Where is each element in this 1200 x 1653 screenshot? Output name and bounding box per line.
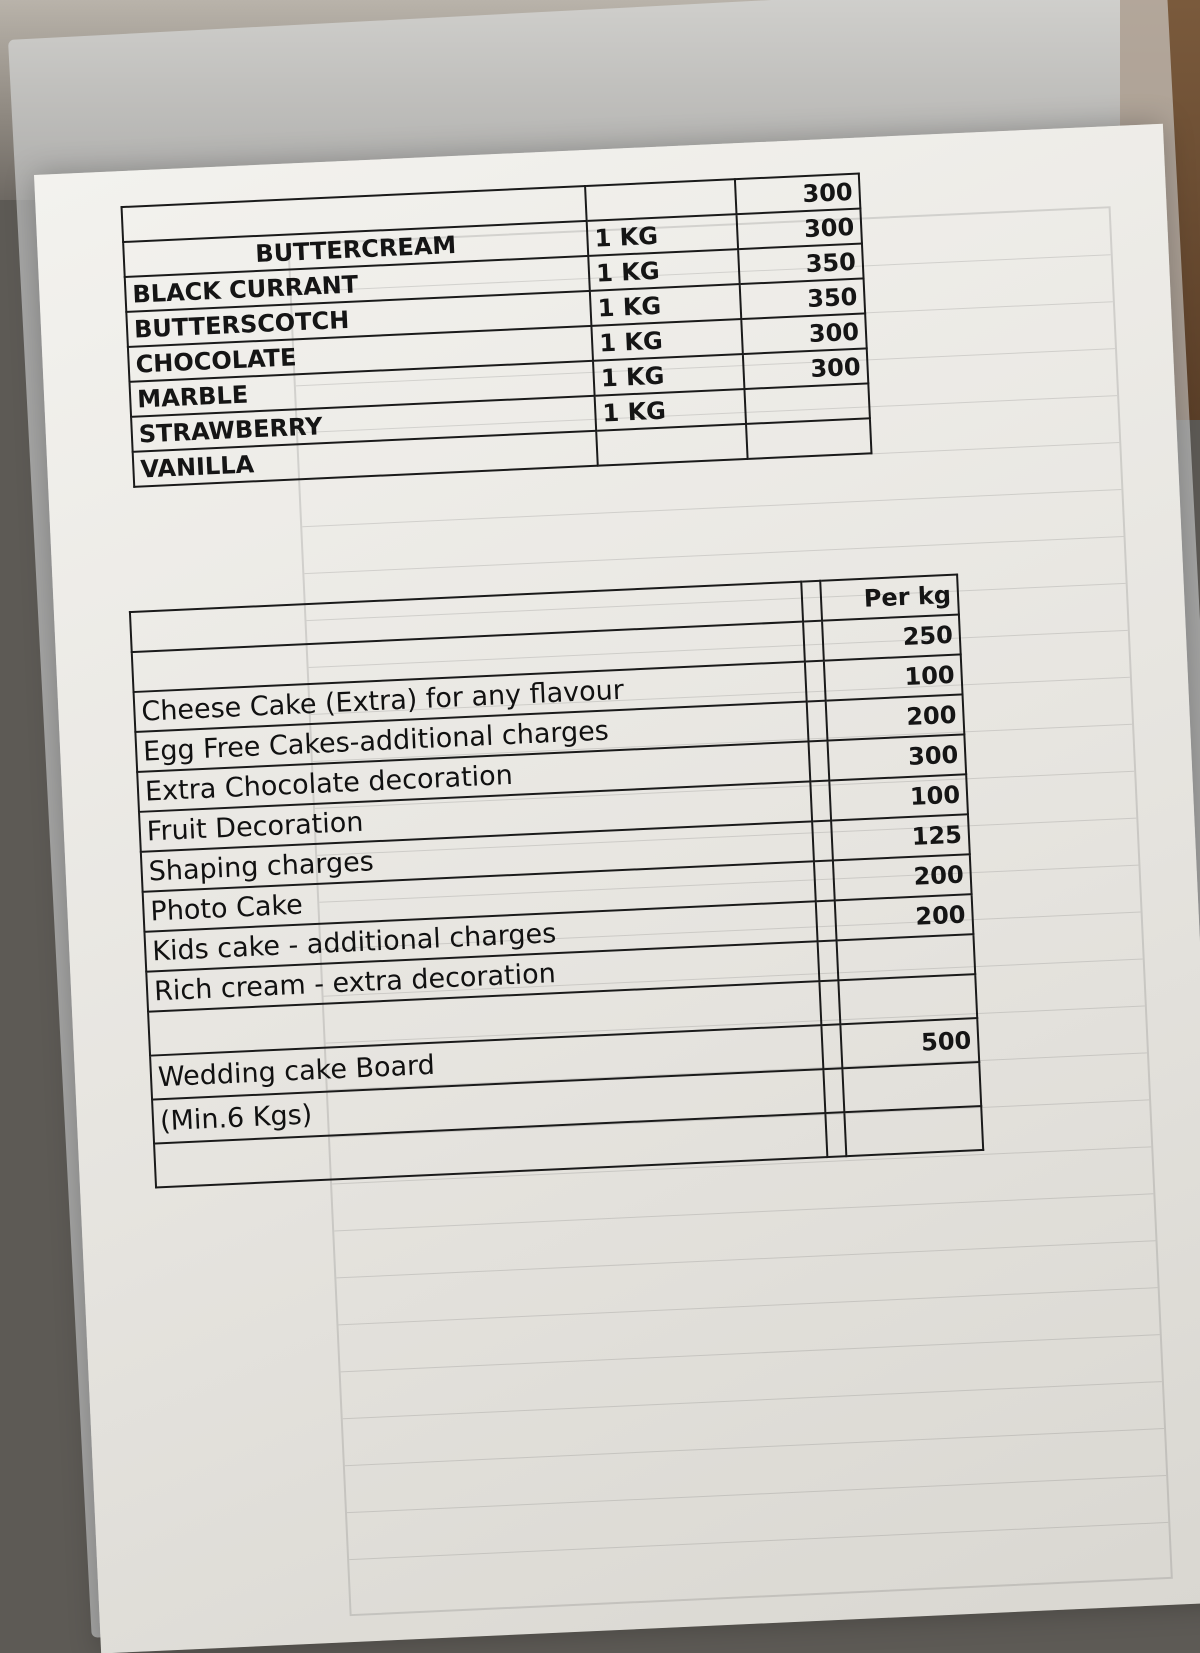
buttercream-price-table <box>121 173 873 488</box>
item-cell: Shaping charges <box>141 821 814 891</box>
price-cell: 300 <box>828 734 967 780</box>
qty-cell: 1 KG <box>595 389 746 431</box>
menu-sheet <box>34 124 1200 1653</box>
price-cell: 100 <box>824 654 963 700</box>
item-cell: Rich cream - extra decoration <box>146 941 819 1011</box>
qty-cell: 1 KG <box>590 284 741 326</box>
qty-cell: 1 KG <box>593 354 744 396</box>
flavour-cell: BLACK CURRANT <box>125 256 590 312</box>
empty-cell <box>816 900 837 941</box>
empty-cell <box>842 1062 981 1112</box>
price-cell: 100 <box>829 774 968 820</box>
empty-cell <box>844 1106 983 1156</box>
section-heading: BUTTERCREAM <box>123 221 588 277</box>
item-cell: Wedding cake Board <box>150 1025 823 1099</box>
empty-cell <box>838 974 977 1024</box>
empty-cell <box>812 821 833 862</box>
empty-cell <box>822 1024 843 1069</box>
item-cell: Fruit Decoration <box>139 781 812 851</box>
price-cell: 300 <box>743 348 869 389</box>
price-cell: 300 <box>735 174 861 215</box>
flavour-cell: MARBLE <box>129 361 594 417</box>
price-cell: 250 <box>822 614 961 660</box>
empty-cell <box>744 383 870 424</box>
price-cell: 200 <box>826 694 965 740</box>
price-cell: 300 <box>741 313 867 354</box>
price-cell: 300 <box>736 209 862 250</box>
empty-cell <box>826 1112 847 1157</box>
empty-cell <box>805 661 826 702</box>
empty-cell <box>801 581 822 622</box>
price-cell: 125 <box>831 814 970 860</box>
empty-cell <box>596 424 747 466</box>
flavour-cell: STRAWBERRY <box>131 396 596 452</box>
empty-cell <box>818 940 839 981</box>
empty-cell <box>807 701 828 742</box>
price-cell: 350 <box>738 244 864 285</box>
item-cell: Extra Chocolate decoration <box>137 741 810 811</box>
qty-cell: 1 KG <box>587 214 738 256</box>
extras-price-table <box>129 573 984 1188</box>
empty-cell <box>820 980 841 1025</box>
price-cell: 200 <box>835 894 974 940</box>
empty-cell <box>746 418 872 459</box>
item-cell: Egg Free Cakes-additional charges <box>135 701 808 771</box>
empty-cell <box>814 860 835 901</box>
flavour-cell: BUTTERSCOTCH <box>126 291 591 347</box>
item-cell: Cheese Cake (Extra) for any flavour <box>134 662 807 732</box>
empty-cell <box>809 741 830 782</box>
item-cell: Photo Cake <box>143 861 816 931</box>
empty-cell <box>824 1068 845 1113</box>
flavour-cell: VANILLA <box>133 431 598 487</box>
flavour-cell: CHOCOLATE <box>128 326 593 382</box>
qty-cell: 1 KG <box>592 319 743 361</box>
qty-cell: 1 KG <box>588 249 739 291</box>
item-cell: (Min.6 Kgs) <box>152 1069 825 1143</box>
price-cell: 500 <box>840 1018 979 1068</box>
empty-cell <box>803 621 824 662</box>
empty-cell <box>837 934 976 980</box>
price-cell: 200 <box>833 854 972 900</box>
item-cell: Kids cake - additional charges <box>144 901 817 971</box>
unit-header: Per kg <box>820 575 959 621</box>
empty-cell <box>810 781 831 822</box>
price-cell: 350 <box>740 278 866 319</box>
